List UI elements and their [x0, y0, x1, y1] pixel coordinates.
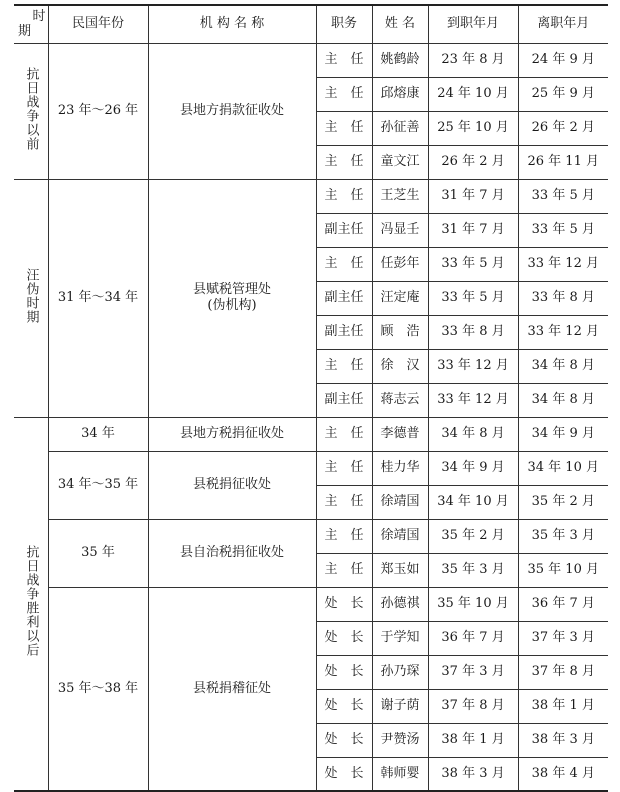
start-cell: 25 年 10 月 [428, 111, 518, 145]
header-period-bottom: 期 [18, 23, 32, 39]
start-cell: 34 年 10 月 [428, 485, 518, 519]
name-cell: 任彭年 [372, 247, 428, 281]
position-cell: 主 任 [316, 43, 372, 77]
end-cell: 36 年 7 月 [518, 587, 608, 621]
end-cell: 35 年 2 月 [518, 485, 608, 519]
agency-cell [148, 179, 316, 417]
header-period-top: 时 [32, 9, 46, 24]
position-cell: 处 长 [316, 621, 372, 655]
name-cell: 郑玉如 [372, 553, 428, 587]
end-cell: 24 年 9 月 [518, 43, 608, 77]
position-cell: 副主任 [316, 213, 372, 247]
agency-cell: 县地方税捐征收处 [148, 417, 316, 451]
position-cell: 主 任 [316, 451, 372, 485]
header-year: 民国年份 [48, 5, 148, 43]
start-cell: 33 年 12 月 [428, 349, 518, 383]
start-cell: 33 年 12 月 [428, 383, 518, 417]
position-cell: 处 长 [316, 655, 372, 689]
start-cell: 33 年 5 月 [428, 281, 518, 315]
end-cell: 33 年 8 月 [518, 281, 608, 315]
position-cell: 主 任 [316, 77, 372, 111]
period-label: 汪伪时期 [23, 267, 39, 324]
table-row [14, 451, 608, 485]
start-cell: 35 年 3 月 [428, 553, 518, 587]
header-start: 到职年月 [428, 5, 518, 43]
end-cell: 34 年 9 月 [518, 417, 608, 451]
name-cell: 蒋志云 [372, 383, 428, 417]
start-cell: 34 年 9 月 [428, 451, 518, 485]
position-cell: 主 任 [316, 519, 372, 553]
start-cell: 36 年 7 月 [428, 621, 518, 655]
position-cell: 主 任 [316, 485, 372, 519]
end-cell: 35 年 3 月 [518, 519, 608, 553]
end-cell: 33 年 12 月 [518, 247, 608, 281]
table-row [14, 587, 608, 621]
agency-name: 县赋税管理处 [192, 282, 271, 298]
end-cell: 34 年 8 月 [518, 349, 608, 383]
end-cell: 34 年 8 月 [518, 383, 608, 417]
name-cell: 李德普 [372, 417, 428, 451]
header-agency: 机 构 名 称 [148, 5, 316, 43]
start-cell: 38 年 1 月 [428, 723, 518, 757]
end-cell: 38 年 4 月 [518, 757, 608, 791]
table-row [14, 179, 608, 213]
header-end: 离职年月 [518, 5, 608, 43]
period-label: 抗日战争胜利以后 [23, 545, 39, 658]
table-row [14, 417, 608, 451]
position-cell: 处 长 [316, 723, 372, 757]
name-cell: 孙乃琛 [372, 655, 428, 689]
agency-cell: 县税捐征收处 [148, 451, 316, 519]
end-cell: 37 年 3 月 [518, 621, 608, 655]
year-cell: 34 年～35 年 [48, 451, 148, 519]
position-cell: 主 任 [316, 145, 372, 179]
start-cell: 35 年 10 月 [428, 587, 518, 621]
start-cell: 31 年 7 月 [428, 179, 518, 213]
period-cell [14, 179, 48, 417]
position-cell: 主 任 [316, 111, 372, 145]
year-cell: 35 年～38 年 [48, 587, 148, 791]
agency-cell: 县税捐稽征处 [148, 587, 316, 791]
year-cell: 35 年 [48, 519, 148, 587]
position-cell: 处 长 [316, 689, 372, 723]
name-cell: 于学知 [372, 621, 428, 655]
position-cell: 主 任 [316, 349, 372, 383]
name-cell: 谢子荫 [372, 689, 428, 723]
period-label: 抗日战争以前 [23, 66, 39, 151]
end-cell: 37 年 8 月 [518, 655, 608, 689]
name-cell: 王芝生 [372, 179, 428, 213]
end-cell: 38 年 3 月 [518, 723, 608, 757]
end-cell: 34 年 10 月 [518, 451, 608, 485]
name-cell: 桂力华 [372, 451, 428, 485]
name-cell: 冯显壬 [372, 213, 428, 247]
header-position: 职务 [316, 5, 372, 43]
header-name: 姓 名 [372, 5, 428, 43]
table-row [14, 519, 608, 553]
end-cell: 33 年 5 月 [518, 179, 608, 213]
start-cell: 37 年 8 月 [428, 689, 518, 723]
table-row [14, 43, 608, 77]
start-cell: 23 年 8 月 [428, 43, 518, 77]
start-cell: 38 年 3 月 [428, 757, 518, 791]
agency-note: (伪机构) [207, 298, 257, 313]
agency-cell: 县地方捐款征收处 [148, 43, 316, 179]
start-cell: 26 年 2 月 [428, 145, 518, 179]
end-cell: 35 年 10 月 [518, 553, 608, 587]
end-cell: 26 年 2 月 [518, 111, 608, 145]
position-cell: 副主任 [316, 281, 372, 315]
start-cell: 37 年 3 月 [428, 655, 518, 689]
position-cell: 副主任 [316, 383, 372, 417]
position-cell: 处 长 [316, 587, 372, 621]
period-cell [14, 43, 48, 179]
header-row [14, 5, 608, 43]
end-cell: 33 年 12 月 [518, 315, 608, 349]
agency-cell: 县自治税捐征收处 [148, 519, 316, 587]
name-cell: 徐靖国 [372, 485, 428, 519]
end-cell: 33 年 5 月 [518, 213, 608, 247]
name-cell: 徐 汉 [372, 349, 428, 383]
name-cell: 姚鹤龄 [372, 43, 428, 77]
start-cell: 33 年 8 月 [428, 315, 518, 349]
officials-table [14, 4, 608, 792]
name-cell: 徐靖国 [372, 519, 428, 553]
name-cell: 童文江 [372, 145, 428, 179]
position-cell: 主 任 [316, 179, 372, 213]
position-cell: 主 任 [316, 247, 372, 281]
name-cell: 韩师婴 [372, 757, 428, 791]
name-cell: 孙德祺 [372, 587, 428, 621]
position-cell: 主 任 [316, 417, 372, 451]
name-cell: 顾 浩 [372, 315, 428, 349]
position-cell: 处 长 [316, 757, 372, 791]
year-cell: 23 年～26 年 [48, 43, 148, 179]
header-period [14, 5, 48, 43]
end-cell: 26 年 11 月 [518, 145, 608, 179]
name-cell: 尹赞汤 [372, 723, 428, 757]
start-cell: 35 年 2 月 [428, 519, 518, 553]
end-cell: 25 年 9 月 [518, 77, 608, 111]
name-cell: 汪定庵 [372, 281, 428, 315]
position-cell: 主 任 [316, 553, 372, 587]
name-cell: 邱熔康 [372, 77, 428, 111]
start-cell: 24 年 10 月 [428, 77, 518, 111]
position-cell: 副主任 [316, 315, 372, 349]
end-cell: 38 年 1 月 [518, 689, 608, 723]
period-cell [14, 417, 48, 791]
year-cell: 31 年～34 年 [48, 179, 148, 417]
start-cell: 34 年 8 月 [428, 417, 518, 451]
start-cell: 31 年 7 月 [428, 213, 518, 247]
year-cell: 34 年 [48, 417, 148, 451]
name-cell: 孙征善 [372, 111, 428, 145]
start-cell: 33 年 5 月 [428, 247, 518, 281]
